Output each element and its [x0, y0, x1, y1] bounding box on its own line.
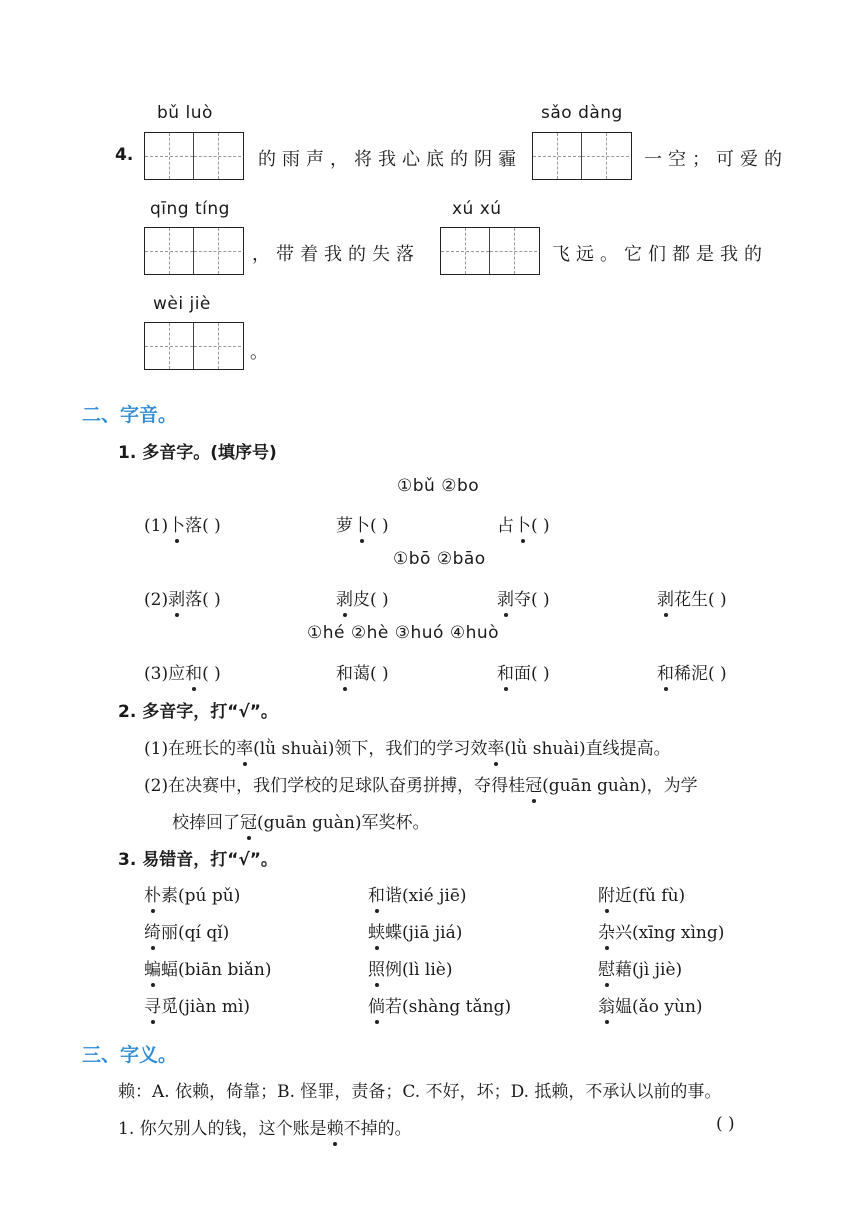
polyphone-row: (1)卜落( ) — [144, 511, 221, 536]
word-item: 绮丽(qí qǐ) — [144, 918, 229, 943]
question-number: 4. — [115, 145, 134, 165]
sentence-line: 校捧回了冠(guān guàn)军奖杯。 — [172, 808, 430, 833]
question-title: 2. 多音字，打“√”。 — [118, 702, 278, 722]
polyphone-item: 剥夺( ) — [497, 585, 550, 610]
answer-box[interactable] — [144, 132, 244, 180]
polyphone-item: 剥花生( ) — [657, 585, 727, 610]
sentence-line: (1)在班长的率(lǜ shuài)领下，我们的学习效率(lǜ shuài)直线提高。 — [144, 734, 671, 759]
polyphone-item: 和蔼( ) — [336, 659, 389, 684]
polyphone-item: 剥皮( ) — [336, 585, 389, 610]
definition-line: 赖：A. 依赖，倚靠；B. 怪罪，责备；C. 不好，坏；D. 抵赖，不承认以前的事。 — [118, 1082, 722, 1102]
question-title: 3. 易错音，打“√”。 — [118, 850, 278, 870]
question-title: 1. 多音字。(填序号) — [118, 443, 277, 463]
word-item: 朴素(pú pǔ) — [144, 881, 240, 906]
options-line: ①bō ②bāo — [393, 549, 486, 569]
sentence-text: ，带着我的失落 — [252, 244, 420, 265]
polyphone-item: 萝卜( ) — [336, 511, 389, 536]
pinyin-qing-ting: qīng tíng — [150, 199, 230, 219]
word-item: 杂兴(xīng xìng) — [598, 918, 724, 943]
answer-box[interactable] — [144, 322, 244, 370]
sentence-text: 一空；可爱的 — [644, 149, 788, 170]
sentence-text: 。 — [250, 342, 274, 363]
answer-box[interactable] — [532, 132, 632, 180]
polyphone-item: 和稀泥( ) — [657, 659, 727, 684]
word-item: 倘若(shàng tǎng) — [368, 992, 511, 1017]
options-line: ①bǔ ②bo — [397, 476, 480, 496]
answer-blank[interactable]: ( ) — [716, 1114, 735, 1134]
section-title: 三、字义。 — [82, 1044, 178, 1066]
polyphone-item: 占卜( ) — [497, 511, 550, 536]
word-item: 附近(fǔ fù) — [598, 881, 685, 906]
word-item: 翁媪(ǎo yùn) — [598, 992, 703, 1017]
pinyin-xu-xu: xú xú — [452, 199, 502, 219]
word-item: 慰藉(jì jiè) — [598, 955, 682, 980]
word-item: 蛱蝶(jiā jiá) — [368, 918, 462, 943]
options-line: ①hé ②hè ③huó ④huò — [307, 623, 500, 643]
sentence-text: 飞远。它们都是我的 — [552, 244, 768, 265]
word-item: 蝙蝠(biān biǎn) — [144, 955, 271, 980]
word-item: 和谐(xié jiē) — [368, 881, 467, 906]
answer-box[interactable] — [144, 227, 244, 275]
word-item: 照例(lì liè) — [368, 955, 452, 980]
pinyin-wei-jie: wèi jiè — [153, 294, 211, 314]
sentence-line: (2)在决赛中，我们学校的足球队奋勇拼搏，夺得桂冠(guān guàn)，为学 — [144, 771, 698, 796]
polyphone-item: 和面( ) — [497, 659, 550, 684]
pinyin-sao-dang: sǎo dàng — [541, 103, 623, 123]
section-title: 二、字音。 — [82, 404, 178, 426]
pinyin-bu-luo: bǔ luò — [157, 103, 213, 123]
answer-box[interactable] — [440, 227, 540, 275]
word-item: 寻觅(jiàn mì) — [144, 992, 250, 1017]
polyphone-row: (2)剥落( ) — [144, 585, 221, 610]
polyphone-row: (3)应和( ) — [144, 659, 221, 684]
sentence-text: 的雨声，将我心底的阴霾 — [258, 149, 522, 170]
question-line: 1. 你欠别人的钱，这个账是赖不掉的。 — [118, 1114, 412, 1139]
